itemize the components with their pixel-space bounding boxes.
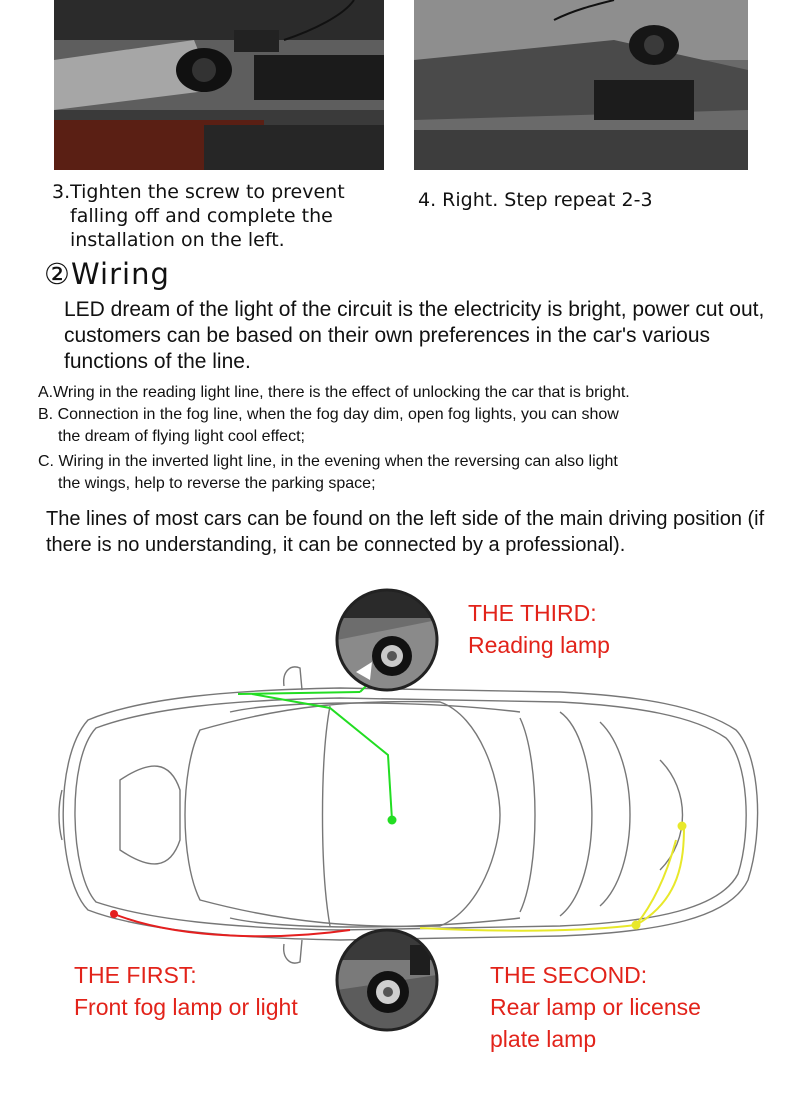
installation-photo-left <box>54 0 384 170</box>
intro-paragraph: LED dream of the light of the circuit is the electricity is bright, power cut out, customers can be based on their own preferences in the car's various functions of the line. <box>64 298 765 373</box>
second-description-line-1: Rear lamp or license <box>490 994 701 1020</box>
installation-photo-right <box>414 0 748 170</box>
option-b-line-2: the dream of flying light cool effect; <box>58 428 305 445</box>
second-title: THE SECOND: <box>490 962 648 988</box>
second-wire-end-b <box>632 921 641 930</box>
third-description: Reading lamp <box>468 632 610 658</box>
first-description: Front fog lamp or light <box>74 994 298 1020</box>
step-4-caption: 4. Right. Step repeat 2-3 <box>418 189 653 211</box>
second-connection-label <box>490 959 701 1055</box>
option-b-line-1: B. Connection in the fog line, when the fog day dim, open fog lights, you can show <box>38 406 619 423</box>
second-wire <box>420 826 684 931</box>
third-connection-label <box>468 597 610 661</box>
second-wire-end-a <box>678 822 687 831</box>
step-3-caption <box>52 180 382 252</box>
third-wire-end <box>388 816 397 825</box>
first-connection-label <box>74 959 298 1023</box>
option-c <box>38 451 778 495</box>
step-3-line-3: installation on the left. <box>70 229 285 251</box>
note-paragraph: The lines of most cars can be found on the left side of the main driving position (if there is no understanding, it can be connected by a professional). <box>46 508 765 556</box>
step-3-line-2: falling off and complete the <box>70 205 333 227</box>
third-wire <box>238 676 392 820</box>
option-c-line-1: C. Wiring in the inverted light line, in the evening when the reversing can also light <box>38 453 618 470</box>
option-b <box>38 404 778 448</box>
first-wire-end <box>110 910 118 918</box>
second-description-line-2: plate lamp <box>490 1026 597 1052</box>
option-a: A.Wring in the reading light line, there is the effect of unlocking the car that is bright. <box>38 384 630 401</box>
first-title: THE FIRST: <box>74 962 197 988</box>
section-title: ②Wiring <box>44 257 170 291</box>
car-outline <box>59 667 758 963</box>
option-c-line-2: the wings, help to reverse the parking space; <box>58 475 376 492</box>
third-title: THE THIRD: <box>468 600 597 626</box>
step-3-line-1: 3.Tighten the screw to prevent <box>52 181 345 203</box>
